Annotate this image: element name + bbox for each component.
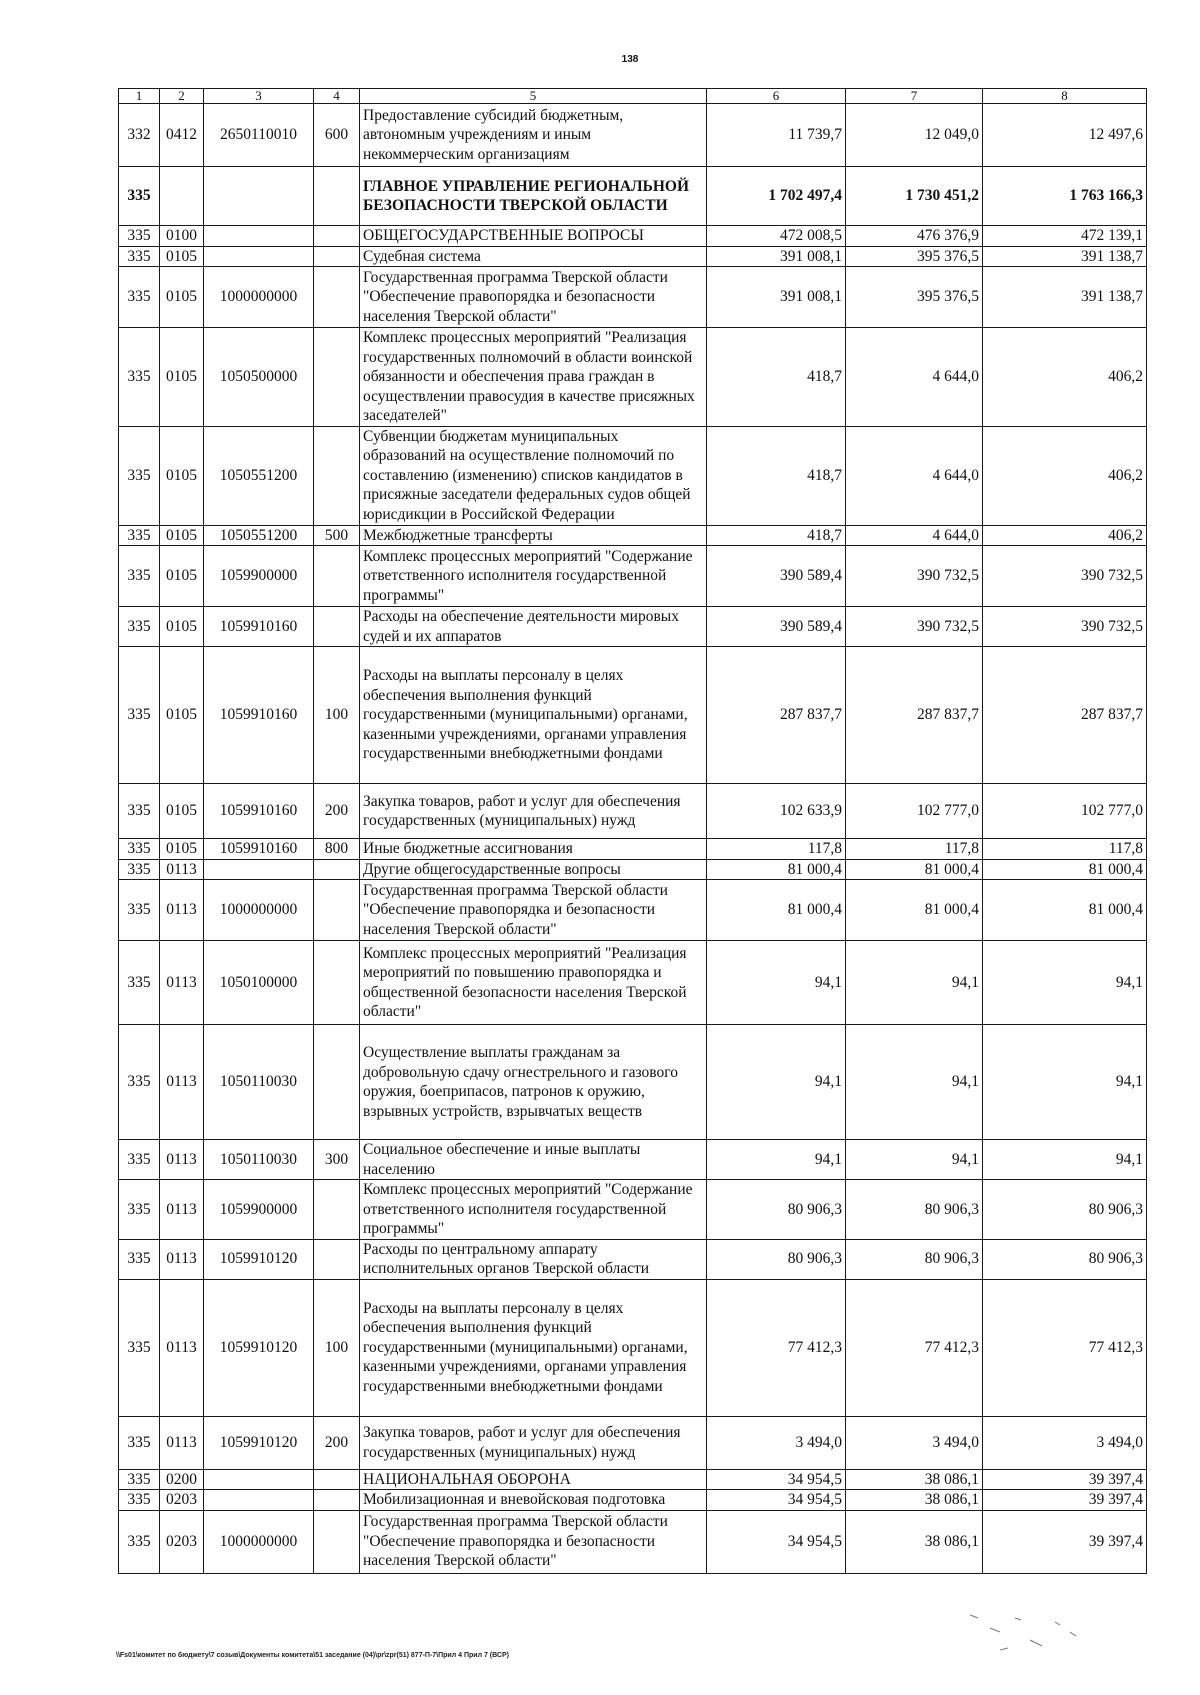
table-row xyxy=(119,1279,1147,1416)
table-row xyxy=(119,839,1147,860)
row-chapter-code: 335 xyxy=(119,1469,160,1490)
row-expense-type xyxy=(314,546,360,607)
row-value-col7: 38 086,1 xyxy=(846,1469,983,1490)
table-row xyxy=(119,647,1147,784)
row-name: Расходы на выплаты персоналу в целях обеспечения выполнения функций государственными (муниципальными) органами, казенными учреждениями, органами управления государственными внебюджетными фондами xyxy=(360,1279,707,1416)
row-value-col8: 391 138,7 xyxy=(983,246,1147,267)
row-value-col8: 287 837,7 xyxy=(983,647,1147,784)
row-target-article: 1059910120 xyxy=(204,1279,314,1416)
row-expense-type: 100 xyxy=(314,1279,360,1416)
row-value-col8: 3 494,0 xyxy=(983,1416,1147,1469)
table-row xyxy=(119,1239,1147,1279)
row-chapter-code: 335 xyxy=(119,880,160,941)
row-value-col7: 4 644,0 xyxy=(846,328,983,427)
row-target-article: 1000000000 xyxy=(204,267,314,328)
row-expense-type xyxy=(314,226,360,247)
row-expense-type: 200 xyxy=(314,784,360,839)
row-chapter-code: 335 xyxy=(119,1180,160,1240)
row-value-col7: 94,1 xyxy=(846,941,983,1025)
row-expense-type: 500 xyxy=(314,525,360,546)
row-section-code: 0105 xyxy=(160,426,204,525)
row-expense-type xyxy=(314,167,360,226)
row-name: Государственная программа Тверской области "Обеспечение правопорядка и безопасности населения Тверской области" xyxy=(360,1510,707,1573)
column-number: 1 xyxy=(119,89,160,104)
row-chapter-code: 335 xyxy=(119,1140,160,1180)
row-value-col8: 77 412,3 xyxy=(983,1279,1147,1416)
row-value-col8: 80 906,3 xyxy=(983,1239,1147,1279)
row-section-code: 0105 xyxy=(160,246,204,267)
row-value-col6: 390 589,4 xyxy=(707,546,846,607)
row-chapter-code: 335 xyxy=(119,647,160,784)
row-section-code: 0203 xyxy=(160,1490,204,1511)
row-value-col6: 34 954,5 xyxy=(707,1510,846,1573)
row-target-article: 1059900000 xyxy=(204,546,314,607)
row-name: ОБЩЕГОСУДАРСТВЕННЫЕ ВОПРОСЫ xyxy=(360,226,707,247)
row-value-col7: 12 049,0 xyxy=(846,104,983,167)
row-name: ГЛАВНОЕ УПРАВЛЕНИЕ РЕГИОНАЛЬНОЙ БЕЗОПАСНОСТИ ТВЕРСКОЙ ОБЛАСТИ xyxy=(360,167,707,226)
row-value-col7: 80 906,3 xyxy=(846,1239,983,1279)
row-expense-type xyxy=(314,1180,360,1240)
table-row xyxy=(119,607,1147,647)
row-expense-type xyxy=(314,426,360,525)
row-section-code: 0105 xyxy=(160,647,204,784)
row-value-col6: 77 412,3 xyxy=(707,1279,846,1416)
row-value-col8: 94,1 xyxy=(983,1025,1147,1140)
row-target-article: 1059910120 xyxy=(204,1239,314,1279)
table-row xyxy=(119,328,1147,427)
row-value-col7: 81 000,4 xyxy=(846,880,983,941)
row-target-article xyxy=(204,1469,314,1490)
row-name: Социальное обеспечение и иные выплаты населению xyxy=(360,1140,707,1180)
row-chapter-code: 332 xyxy=(119,104,160,167)
row-target-article xyxy=(204,167,314,226)
row-expense-type xyxy=(314,1025,360,1140)
row-section-code: 0113 xyxy=(160,1180,204,1240)
row-target-article: 1059910160 xyxy=(204,839,314,860)
row-chapter-code: 335 xyxy=(119,839,160,860)
row-name: Осуществление выплаты гражданам за добровольную сдачу огнестрельного и газового оружия, боеприпасов, патронов к оружию, взрывных устройств, взрывчатых веществ xyxy=(360,1025,707,1140)
row-value-col6: 94,1 xyxy=(707,1025,846,1140)
row-value-col6: 11 739,7 xyxy=(707,104,846,167)
row-value-col6: 472 008,5 xyxy=(707,226,846,247)
row-expense-type xyxy=(314,607,360,647)
row-chapter-code: 335 xyxy=(119,607,160,647)
table-body xyxy=(119,104,1147,1574)
row-chapter-code: 335 xyxy=(119,246,160,267)
table-row xyxy=(119,1180,1147,1240)
row-expense-type xyxy=(314,1239,360,1279)
row-value-col7: 94,1 xyxy=(846,1025,983,1140)
table-row xyxy=(119,1140,1147,1180)
row-value-col6: 80 906,3 xyxy=(707,1180,846,1240)
table-row xyxy=(119,267,1147,328)
row-section-code: 0105 xyxy=(160,525,204,546)
row-section-code: 0105 xyxy=(160,607,204,647)
row-target-article xyxy=(204,859,314,880)
row-value-col6: 3 494,0 xyxy=(707,1416,846,1469)
row-value-col6: 81 000,4 xyxy=(707,859,846,880)
row-value-col6: 391 008,1 xyxy=(707,267,846,328)
table-row xyxy=(119,1510,1147,1573)
column-number: 2 xyxy=(160,89,204,104)
column-number: 3 xyxy=(204,89,314,104)
row-expense-type: 200 xyxy=(314,1416,360,1469)
row-section-code: 0113 xyxy=(160,859,204,880)
row-value-col6: 34 954,5 xyxy=(707,1490,846,1511)
row-name: Межбюджетные трансферты xyxy=(360,525,707,546)
row-value-col8: 12 497,6 xyxy=(983,104,1147,167)
row-expense-type xyxy=(314,1469,360,1490)
row-expense-type xyxy=(314,880,360,941)
row-value-col6: 418,7 xyxy=(707,525,846,546)
row-value-col7: 80 906,3 xyxy=(846,1180,983,1240)
row-expense-type xyxy=(314,859,360,880)
row-section-code: 0105 xyxy=(160,784,204,839)
row-chapter-code: 335 xyxy=(119,1239,160,1279)
column-number: 5 xyxy=(360,89,707,104)
row-value-col6: 390 589,4 xyxy=(707,607,846,647)
row-value-col7: 3 494,0 xyxy=(846,1416,983,1469)
row-value-col8: 39 397,4 xyxy=(983,1510,1147,1573)
row-value-col7: 117,8 xyxy=(846,839,983,860)
row-section-code: 0203 xyxy=(160,1510,204,1573)
row-value-col6: 1 702 497,4 xyxy=(707,167,846,226)
row-target-article: 1050110030 xyxy=(204,1025,314,1140)
row-expense-type: 600 xyxy=(314,104,360,167)
row-section-code: 0113 xyxy=(160,1140,204,1180)
table-row xyxy=(119,1469,1147,1490)
row-name: Комплекс процессных мероприятий "Реализация государственных полномочий в области воинской обязанности и обеспечения права граждан в осуществлении правосудия в качестве присяжных заседателей" xyxy=(360,328,707,427)
row-chapter-code: 335 xyxy=(119,784,160,839)
table-row xyxy=(119,859,1147,880)
row-value-col8: 406,2 xyxy=(983,328,1147,427)
row-target-article: 1050100000 xyxy=(204,941,314,1025)
row-target-article xyxy=(204,246,314,267)
row-value-col8: 117,8 xyxy=(983,839,1147,860)
row-section-code: 0105 xyxy=(160,546,204,607)
row-value-col6: 94,1 xyxy=(707,941,846,1025)
scan-marks xyxy=(960,1610,1120,1670)
row-section-code: 0113 xyxy=(160,1025,204,1140)
row-value-col7: 476 376,9 xyxy=(846,226,983,247)
row-value-col6: 287 837,7 xyxy=(707,647,846,784)
row-name: Государственная программа Тверской области "Обеспечение правопорядка и безопасности населения Тверской области" xyxy=(360,267,707,328)
row-target-article: 1050551200 xyxy=(204,426,314,525)
row-chapter-code: 335 xyxy=(119,859,160,880)
table-row xyxy=(119,941,1147,1025)
row-value-col6: 391 008,1 xyxy=(707,246,846,267)
row-value-col7: 38 086,1 xyxy=(846,1490,983,1511)
row-target-article: 1059910120 xyxy=(204,1416,314,1469)
column-number: 8 xyxy=(983,89,1147,104)
table-row xyxy=(119,525,1147,546)
row-chapter-code: 335 xyxy=(119,226,160,247)
row-section-code: 0105 xyxy=(160,328,204,427)
row-expense-type xyxy=(314,1490,360,1511)
row-target-article: 1059910160 xyxy=(204,784,314,839)
row-chapter-code: 335 xyxy=(119,1490,160,1511)
row-name: Закупка товаров, работ и услуг для обеспечения государственных (муниципальных) нужд xyxy=(360,1416,707,1469)
row-section-code: 0113 xyxy=(160,941,204,1025)
row-name: Иные бюджетные ассигнования xyxy=(360,839,707,860)
row-name: Предоставление субсидий бюджетным, автономным учреждениям и иным некоммерческим организациям xyxy=(360,104,707,167)
row-target-article: 1000000000 xyxy=(204,1510,314,1573)
column-number: 7 xyxy=(846,89,983,104)
row-name: Комплекс процессных мероприятий "Реализация мероприятий по повышению правопорядка и общественной безопасности населения Тверской области" xyxy=(360,941,707,1025)
row-chapter-code: 335 xyxy=(119,941,160,1025)
table-row xyxy=(119,880,1147,941)
page-number: 138 xyxy=(621,54,639,65)
row-section-code: 0100 xyxy=(160,226,204,247)
row-target-article: 1050500000 xyxy=(204,328,314,427)
row-value-col6: 117,8 xyxy=(707,839,846,860)
row-target-article: 1059910160 xyxy=(204,647,314,784)
row-value-col7: 395 376,5 xyxy=(846,246,983,267)
row-value-col8: 39 397,4 xyxy=(983,1469,1147,1490)
table-row xyxy=(119,167,1147,226)
column-number: 4 xyxy=(314,89,360,104)
row-value-col8: 406,2 xyxy=(983,525,1147,546)
row-target-article: 1059910160 xyxy=(204,607,314,647)
column-number: 6 xyxy=(707,89,846,104)
row-target-article: 1050551200 xyxy=(204,525,314,546)
row-expense-type: 100 xyxy=(314,647,360,784)
row-value-col7: 1 730 451,2 xyxy=(846,167,983,226)
row-name: Судебная система xyxy=(360,246,707,267)
table-row xyxy=(119,104,1147,167)
row-value-col8: 390 732,5 xyxy=(983,546,1147,607)
row-value-col7: 287 837,7 xyxy=(846,647,983,784)
row-value-col8: 391 138,7 xyxy=(983,267,1147,328)
table-row xyxy=(119,1416,1147,1469)
row-value-col7: 395 376,5 xyxy=(846,267,983,328)
row-value-col6: 81 000,4 xyxy=(707,880,846,941)
row-chapter-code: 335 xyxy=(119,1279,160,1416)
row-expense-type: 300 xyxy=(314,1140,360,1180)
row-expense-type xyxy=(314,246,360,267)
row-name: Государственная программа Тверской области "Обеспечение правопорядка и безопасности населения Тверской области" xyxy=(360,880,707,941)
row-value-col8: 1 763 166,3 xyxy=(983,167,1147,226)
table-row xyxy=(119,546,1147,607)
row-value-col7: 94,1 xyxy=(846,1140,983,1180)
table-row xyxy=(119,1490,1147,1511)
row-section-code: 0113 xyxy=(160,1279,204,1416)
row-value-col6: 418,7 xyxy=(707,426,846,525)
row-value-col8: 406,2 xyxy=(983,426,1147,525)
row-value-col6: 94,1 xyxy=(707,1140,846,1180)
row-name: Расходы по центральному аппарату исполнительных органов Тверской области xyxy=(360,1239,707,1279)
row-name: Расходы на выплаты персоналу в целях обеспечения выполнения функций государственными (муниципальными) органами, казенными учреждениями, органами управления государственными внебюджетными фондами xyxy=(360,647,707,784)
footer-file-path: \\Fs01\комитет по бюджету\7 созыв\Документы комитета\51 заседание (04)\pr\zpr(51) 877-П-7\Прил 4 Прил 7 (ВСР) xyxy=(116,1652,509,1659)
row-value-col7: 4 644,0 xyxy=(846,426,983,525)
row-chapter-code: 335 xyxy=(119,1416,160,1469)
row-value-col6: 80 906,3 xyxy=(707,1239,846,1279)
row-value-col7: 4 644,0 xyxy=(846,525,983,546)
row-name: Закупка товаров, работ и услуг для обеспечения государственных (муниципальных) нужд xyxy=(360,784,707,839)
row-value-col8: 390 732,5 xyxy=(983,607,1147,647)
row-target-article xyxy=(204,226,314,247)
row-name: Другие общегосударственные вопросы xyxy=(360,859,707,880)
row-section-code xyxy=(160,167,204,226)
row-value-col7: 77 412,3 xyxy=(846,1279,983,1416)
row-value-col7: 81 000,4 xyxy=(846,859,983,880)
row-value-col6: 418,7 xyxy=(707,328,846,427)
row-value-col8: 81 000,4 xyxy=(983,880,1147,941)
row-target-article: 1059900000 xyxy=(204,1180,314,1240)
table-row xyxy=(119,246,1147,267)
row-section-code: 0105 xyxy=(160,267,204,328)
column-number-row xyxy=(119,89,1147,104)
table-row xyxy=(119,1025,1147,1140)
row-value-col8: 81 000,4 xyxy=(983,859,1147,880)
row-value-col7: 102 777,0 xyxy=(846,784,983,839)
row-chapter-code: 335 xyxy=(119,546,160,607)
row-chapter-code: 335 xyxy=(119,1025,160,1140)
row-value-col8: 80 906,3 xyxy=(983,1180,1147,1240)
row-value-col8: 94,1 xyxy=(983,941,1147,1025)
row-value-col8: 102 777,0 xyxy=(983,784,1147,839)
row-name: НАЦИОНАЛЬНАЯ ОБОРОНА xyxy=(360,1469,707,1490)
table-row xyxy=(119,784,1147,839)
row-value-col8: 94,1 xyxy=(983,1140,1147,1180)
row-chapter-code: 335 xyxy=(119,426,160,525)
row-section-code: 0113 xyxy=(160,1239,204,1279)
row-name: Субвенции бюджетам муниципальных образований на осуществление полномочий по составлению (изменению) списков кандидатов в присяжные заседатели федеральных судов общей юрисдикции в Российской Федерации xyxy=(360,426,707,525)
row-section-code: 0200 xyxy=(160,1469,204,1490)
row-section-code: 0105 xyxy=(160,839,204,860)
row-target-article: 2650110010 xyxy=(204,104,314,167)
row-chapter-code: 335 xyxy=(119,267,160,328)
row-value-col7: 38 086,1 xyxy=(846,1510,983,1573)
row-value-col8: 39 397,4 xyxy=(983,1490,1147,1511)
row-target-article: 1050110030 xyxy=(204,1140,314,1180)
table-row xyxy=(119,426,1147,525)
row-chapter-code: 335 xyxy=(119,1510,160,1573)
row-value-col7: 390 732,5 xyxy=(846,546,983,607)
row-value-col6: 34 954,5 xyxy=(707,1469,846,1490)
row-expense-type xyxy=(314,328,360,427)
row-name: Расходы на обеспечение деятельности мировых судей и их аппаратов xyxy=(360,607,707,647)
table-row xyxy=(119,226,1147,247)
row-expense-type xyxy=(314,1510,360,1573)
row-section-code: 0412 xyxy=(160,104,204,167)
row-expense-type xyxy=(314,941,360,1025)
budget-table xyxy=(118,88,1147,1574)
row-expense-type xyxy=(314,267,360,328)
row-chapter-code: 335 xyxy=(119,167,160,226)
row-expense-type: 800 xyxy=(314,839,360,860)
row-section-code: 0113 xyxy=(160,1416,204,1469)
row-target-article: 1000000000 xyxy=(204,880,314,941)
row-target-article xyxy=(204,1490,314,1511)
row-value-col8: 472 139,1 xyxy=(983,226,1147,247)
row-chapter-code: 335 xyxy=(119,525,160,546)
row-chapter-code: 335 xyxy=(119,328,160,427)
row-value-col7: 390 732,5 xyxy=(846,607,983,647)
row-name: Комплекс процессных мероприятий "Содержание ответственного исполнителя государственной программы" xyxy=(360,1180,707,1240)
row-value-col6: 102 633,9 xyxy=(707,784,846,839)
row-section-code: 0113 xyxy=(160,880,204,941)
row-name: Мобилизационная и вневойсковая подготовка xyxy=(360,1490,707,1511)
row-name: Комплекс процессных мероприятий "Содержание ответственного исполнителя государственной программы" xyxy=(360,546,707,607)
